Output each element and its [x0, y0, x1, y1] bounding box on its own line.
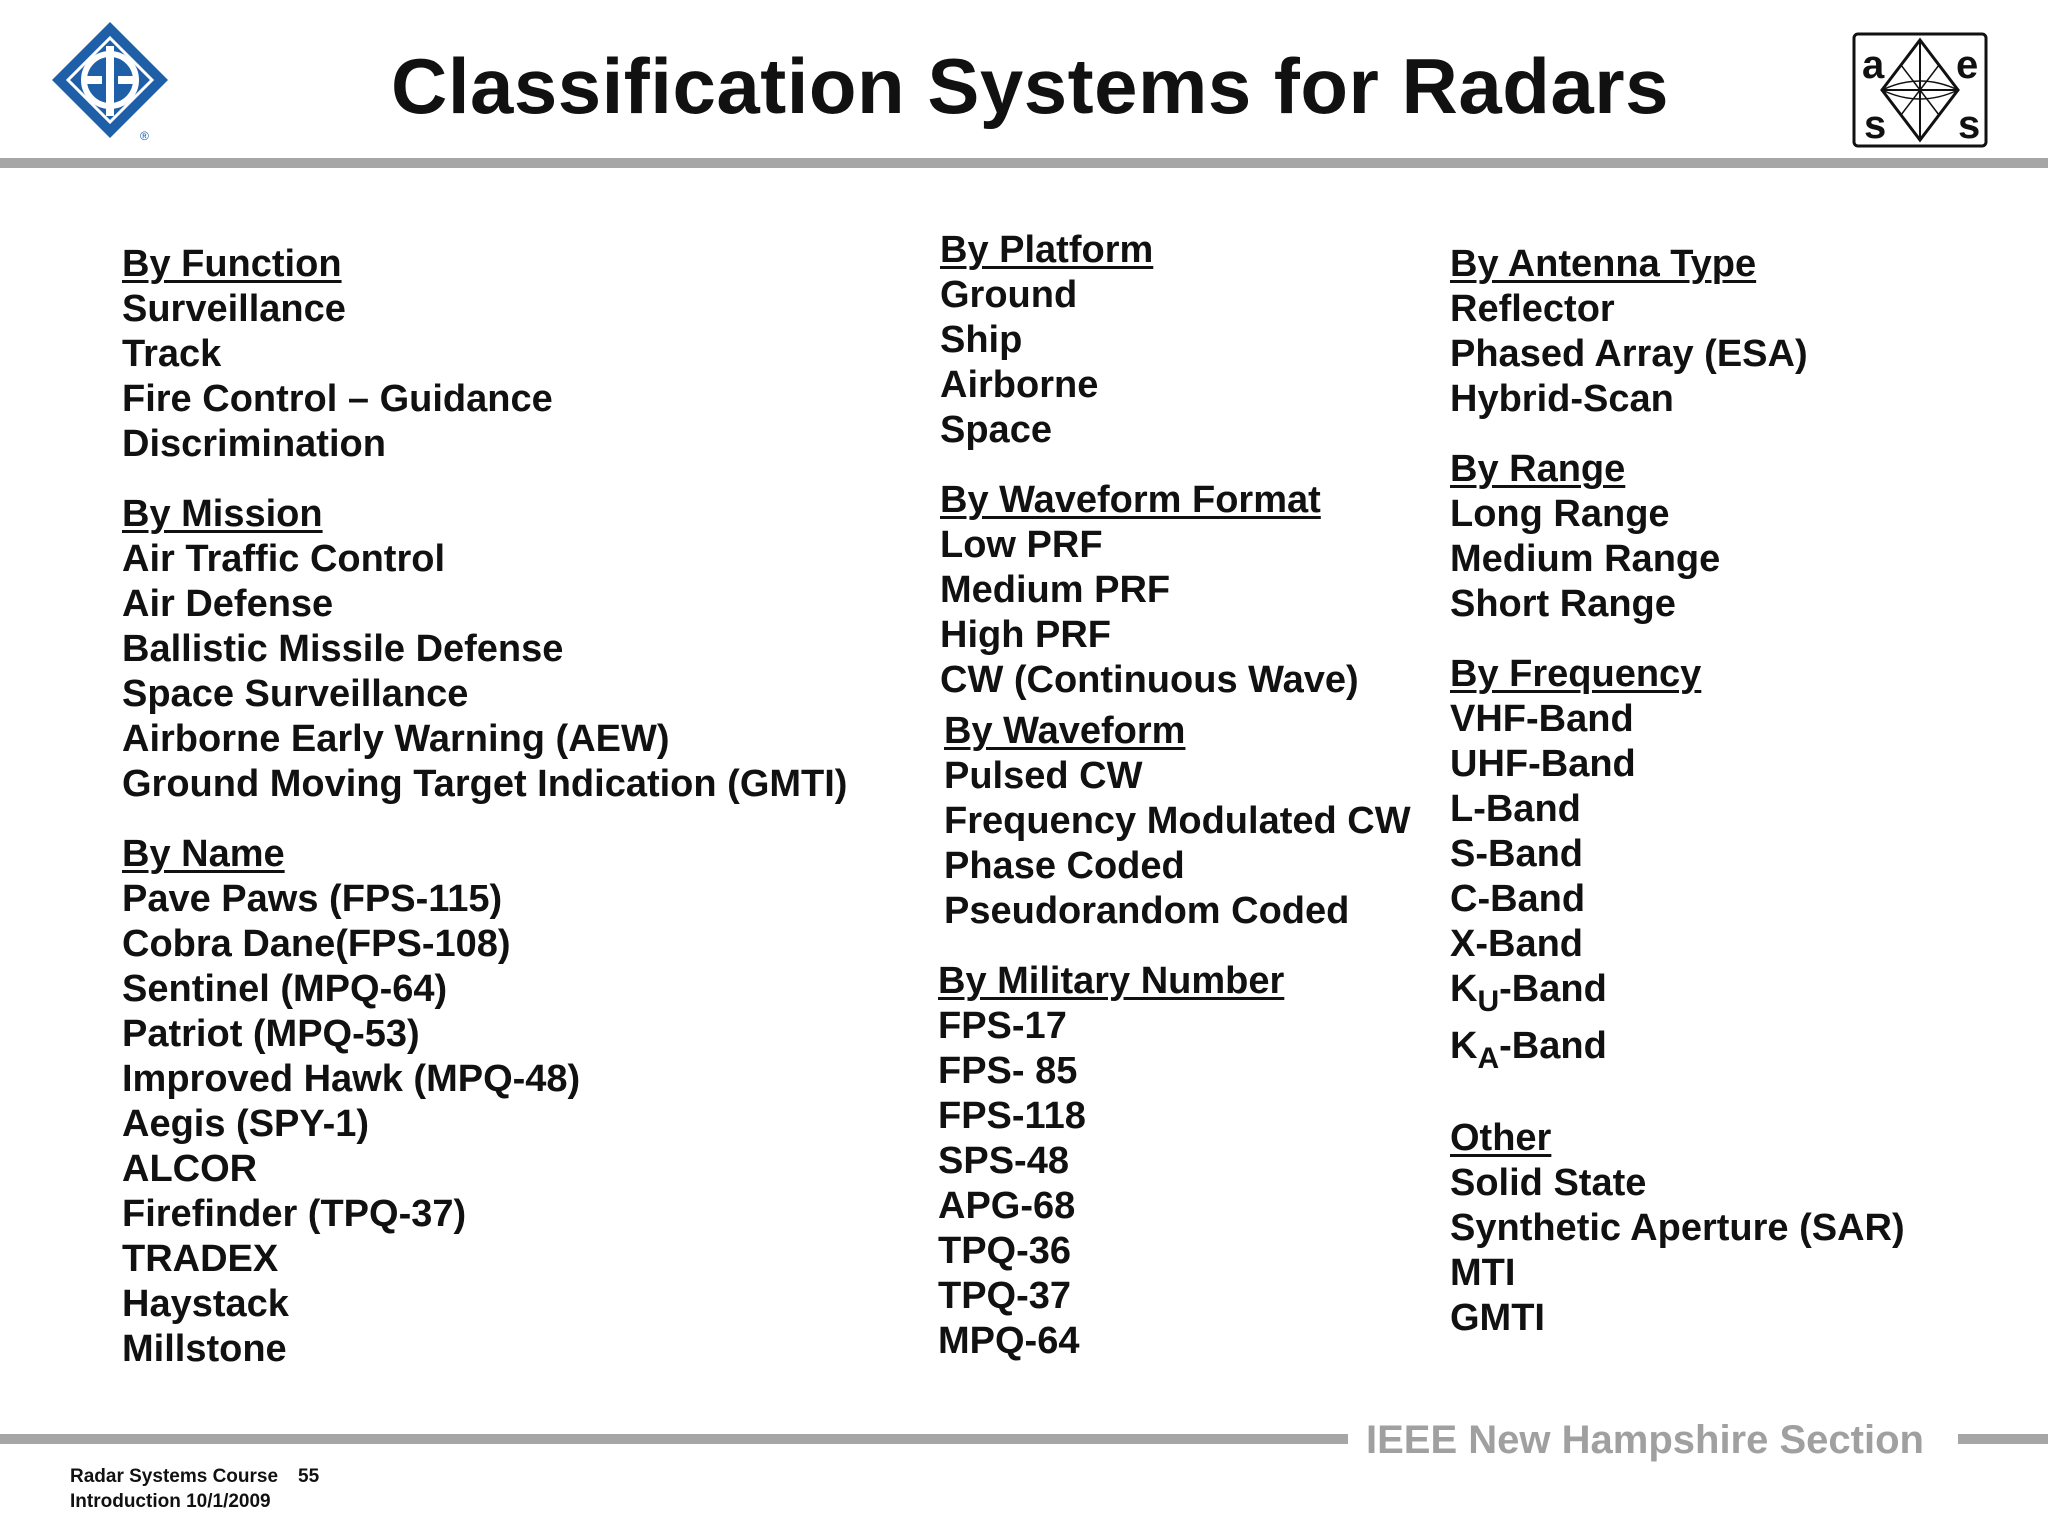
section-by-frequency — [1450, 652, 1905, 1081]
list-item: MTI — [1450, 1252, 1516, 1294]
list-item: L-Band — [1450, 788, 1581, 830]
list-item: Pulsed CW — [944, 755, 1143, 797]
aess-letter-a: a — [1862, 43, 1885, 87]
list-item: Ground — [940, 274, 1078, 316]
list-item: Airborne — [940, 364, 1099, 406]
list-item: Airborne Early Warning (AEW) — [122, 718, 670, 760]
section-by-range — [1450, 447, 1905, 627]
section-heading: By Name — [122, 833, 285, 875]
list-item: Phase Coded — [944, 845, 1185, 887]
list-item: Ship — [940, 319, 1023, 361]
section-other — [1450, 1116, 1905, 1341]
list-item: Long Range — [1450, 493, 1670, 535]
section-by-name — [122, 832, 847, 1372]
section-heading: By Antenna Type — [1450, 243, 1757, 285]
list-item: C-Band — [1450, 878, 1586, 920]
registered-mark: ® — [140, 129, 149, 143]
column-middle — [940, 228, 1411, 1364]
section-by-waveform — [944, 709, 1411, 934]
footer-course-info — [70, 1464, 319, 1514]
list-item: Haystack — [122, 1283, 289, 1325]
footer-org: IEEE New Hampshire Section — [1366, 1418, 1924, 1462]
list-item: Patriot (MPQ-53) — [122, 1013, 420, 1055]
list-item: Pseudorandom Coded — [944, 890, 1350, 932]
section-by-platform — [940, 228, 1411, 453]
aess-letter-e: e — [1956, 43, 1979, 87]
section-by-waveform-format — [940, 478, 1411, 703]
list-item: ALCOR — [122, 1148, 258, 1190]
list-item: Ground Moving Target Indication (GMTI) — [122, 763, 848, 805]
list-item: Hybrid-Scan — [1450, 378, 1674, 420]
list-item: CW (Continuous Wave) — [940, 659, 1359, 701]
list-item: SPS-48 — [938, 1140, 1069, 1182]
section-heading: By Function — [122, 243, 342, 285]
list-item: Frequency Modulated CW — [944, 800, 1411, 842]
list-item: Ballistic Missile Defense — [122, 628, 564, 670]
list-item: Synthetic Aperture (SAR) — [1450, 1207, 1905, 1249]
list-item: Fire Control – Guidance — [122, 378, 553, 420]
list-item: Cobra Dane(FPS-108) — [122, 923, 511, 965]
list-item: FPS-17 — [938, 1005, 1067, 1047]
section-by-function — [122, 242, 847, 467]
list-item: Space — [940, 409, 1052, 451]
list-item: Phased Array (ESA) — [1450, 333, 1808, 375]
section-heading: By Frequency — [1450, 653, 1702, 695]
column-right — [1450, 242, 1905, 1341]
aess-letter-s1: s — [1864, 103, 1887, 147]
list-item-ku-band: $K_U$-Band — [1450, 968, 1607, 1018]
section-heading: By Military Number — [938, 960, 1285, 1002]
list-item: Pave Paws (FPS-115) — [122, 878, 503, 920]
list-item: Short Range — [1450, 583, 1676, 625]
list-item: FPS-118 — [938, 1095, 1086, 1137]
list-item: Improved Hawk (MPQ-48) — [122, 1058, 581, 1100]
list-item: Low PRF — [940, 524, 1103, 566]
course-date: Introduction 10/1/2009 — [70, 1491, 271, 1512]
list-item: FPS- 85 — [938, 1050, 1078, 1092]
list-item: TPQ-37 — [938, 1275, 1072, 1317]
list-item: Medium Range — [1450, 538, 1721, 580]
list-item: Air Defense — [122, 583, 334, 625]
section-by-mission — [122, 492, 847, 807]
list-item: Aegis (SPY-1) — [122, 1103, 370, 1145]
list-item: Air Traffic Control — [122, 538, 446, 580]
list-item: Millstone — [122, 1328, 287, 1370]
section-by-antenna-type — [1450, 242, 1905, 422]
list-item: X-Band — [1450, 923, 1583, 965]
page-number: 55 — [298, 1466, 320, 1487]
footer-rule-right — [1958, 1434, 2048, 1444]
column-left — [122, 242, 847, 1372]
list-item: TRADEX — [122, 1238, 279, 1280]
list-item: Firefinder (TPQ-37) — [122, 1193, 467, 1235]
list-item: Discrimination — [122, 423, 386, 465]
aess-logo — [1852, 32, 1988, 148]
list-item: Reflector — [1450, 288, 1615, 330]
list-item: Sentinel (MPQ-64) — [122, 968, 448, 1010]
page-title: Classification Systems for Radars — [391, 42, 1669, 130]
section-by-military-number — [938, 959, 1411, 1364]
list-item: Surveillance — [122, 288, 346, 330]
ieee-logo — [46, 16, 174, 144]
section-heading: By Mission — [122, 493, 323, 535]
list-item: GMTI — [1450, 1297, 1545, 1339]
list-item: TPQ-36 — [938, 1230, 1072, 1272]
list-item-ka-band: $K_A$-Band — [1450, 1025, 1607, 1075]
section-heading: By Waveform Format — [940, 479, 1321, 521]
list-item: MPQ-64 — [938, 1320, 1080, 1362]
course-title: Radar Systems Course — [70, 1466, 279, 1487]
section-heading: By Range — [1450, 448, 1626, 490]
list-item: Space Surveillance — [122, 673, 469, 715]
list-item: High PRF — [940, 614, 1111, 656]
aess-letter-s2: s — [1958, 103, 1981, 147]
section-heading: By Platform — [940, 229, 1154, 271]
list-item: Medium PRF — [940, 569, 1171, 611]
list-item: VHF-Band — [1450, 698, 1634, 740]
list-item: Track — [122, 333, 222, 375]
list-item: APG-68 — [938, 1185, 1076, 1227]
section-heading: Other — [1450, 1117, 1552, 1159]
header-rule — [0, 158, 2048, 168]
list-item: S-Band — [1450, 833, 1583, 875]
list-item: Solid State — [1450, 1162, 1647, 1204]
list-item: UHF-Band — [1450, 743, 1636, 785]
footer-rule-left — [0, 1434, 1348, 1444]
section-heading: By Waveform — [944, 710, 1186, 752]
